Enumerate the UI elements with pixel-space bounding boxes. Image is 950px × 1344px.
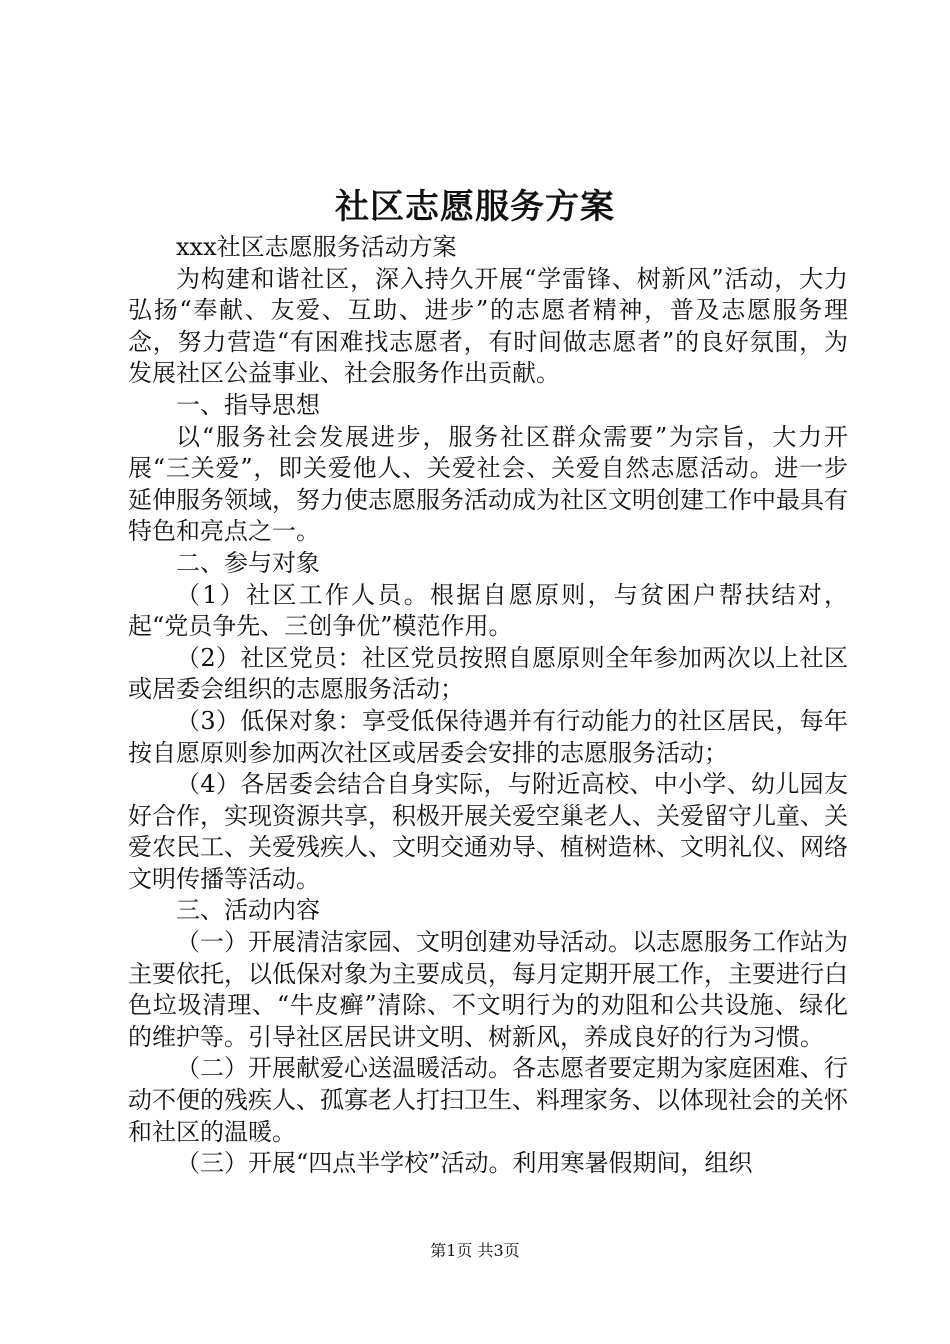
paragraph-participant-4: （4）各居委会结合自身实际，与附近高校、中小学、幼儿园友好合作，实现资源共享，积极开展关爱空巢老人、关爱留守儿童、关爱农民工、关爱残疾人、文明交通劝导、植树造林、文明礼仪、网络文明传播等活动。 bbox=[128, 770, 848, 893]
document-body bbox=[128, 232, 848, 1180]
section-heading-guiding-ideology: 一、指导思想 bbox=[176, 390, 320, 419]
paragraph-activity-3: （三）开展“四点半学校”活动。利用寒暑假期间，组织 bbox=[176, 1149, 753, 1178]
page-footer: 第1页 共3页 bbox=[430, 1241, 520, 1260]
paragraph-intro: 为构建和谐社区，深入持久开展“学雷锋、树新风”活动，大力弘扬“奉献、友爱、互助、进步”的志愿者精神，普及志愿服务理念，努力营造“有困难找志愿者，有时间做志愿者”的良好氛围，为发展社区公益事业、社会服务作出贡献。 bbox=[128, 264, 848, 388]
section-heading-activities: 三、活动内容 bbox=[176, 896, 320, 925]
section-heading-participants: 二、参与对象 bbox=[176, 548, 320, 577]
paragraph-participant-2: （2）社区党员：社区党员按照自愿原则全年参加两次以上社区或居委会组织的志愿服务活动； bbox=[128, 643, 848, 704]
document-title: 社区志愿服务方案 bbox=[335, 187, 615, 227]
paragraph-activity-1: （一）开展清洁家园、文明创建劝导活动。以志愿服务工作站为主要依托，以低保对象为主要成员，每月定期开展工作，主要进行白色垃圾清理、“牛皮癣”清除、不文明行为的劝阻和公共设施、绿化的维护等。引导社区居民讲文明、树新风，养成良好的行为习惯。 bbox=[128, 928, 848, 1051]
paragraph-participant-1: （1）社区工作人员。根据自愿原则，与贫困户帮扶结对，起“党员争先、三创争优”模范作用。 bbox=[128, 580, 848, 641]
paragraph-subtitle: xxx社区志愿服务活动方案 bbox=[176, 233, 457, 261]
paragraph-guiding-ideology: 以“服务社会发展进步，服务社区群众需要”为宗旨，大力开展“三关爱”，即关爱他人、关爱社会、关爱自然志愿活动。进一步延伸服务领域，努力使志愿服务活动成为社区文明创建工作中最具有特色和亮点之一。 bbox=[128, 422, 848, 546]
paragraph-activity-2: （二）开展献爱心送温暖活动。各志愿者要定期为家庭困难、行动不便的残疾人、孤寡老人打扫卫生、料理家务、以体现社会的关怀和社区的温暖。 bbox=[128, 1054, 848, 1146]
paragraph-participant-3: （3）低保对象：享受低保待遇并有行动能力的社区居民，每年按自愿原则参加两次社区或居委会安排的志愿服务活动； bbox=[128, 706, 848, 767]
